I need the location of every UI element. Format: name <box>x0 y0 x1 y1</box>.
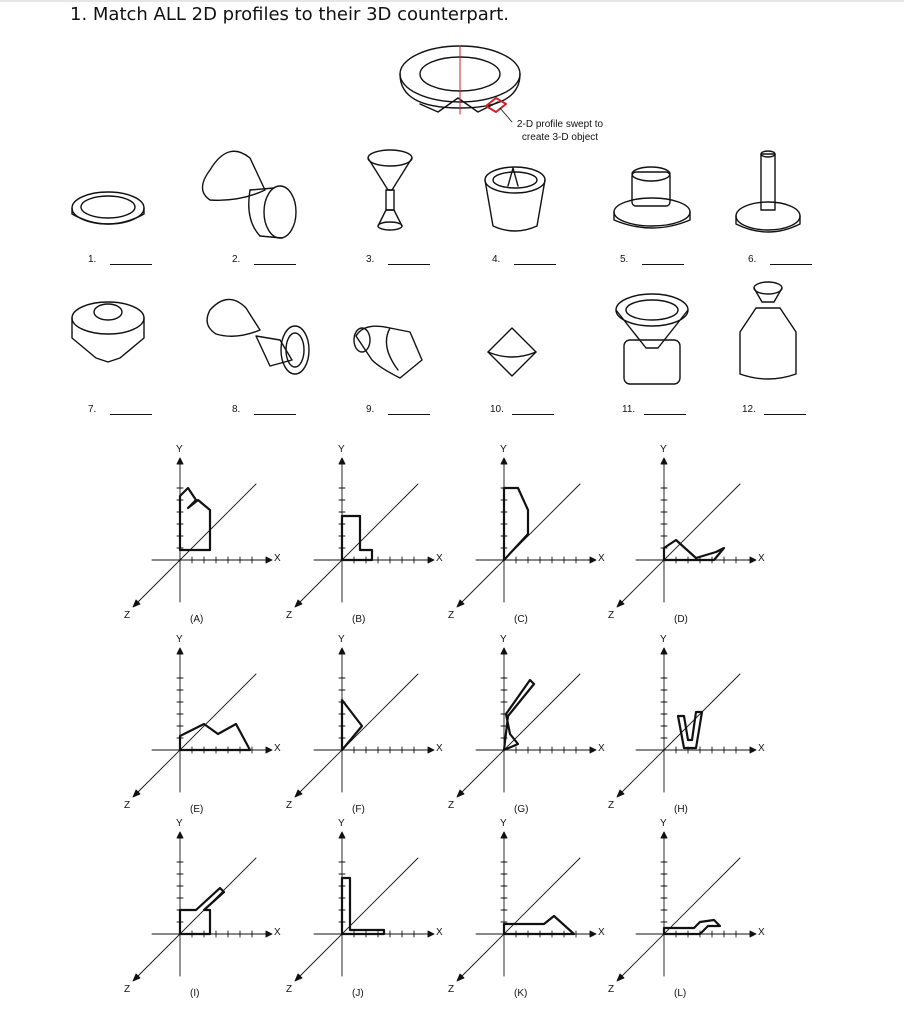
profile-g-outline <box>504 680 534 750</box>
axis-z-label-8: Z <box>608 800 615 811</box>
axis-y-label-5: Y <box>176 634 183 645</box>
axis-y-label-7: Y <box>500 634 507 645</box>
object-number-6: 6. <box>748 254 757 265</box>
profile-d-outline <box>664 540 724 560</box>
axis-y-label-2: Y <box>338 444 345 455</box>
profile-label-4: (D) <box>674 614 688 625</box>
answer-blank-10[interactable] <box>512 414 554 415</box>
axis-z-label-9: Z <box>124 984 131 995</box>
axis-z-label-11: Z <box>448 984 455 995</box>
hero-ring-illustration <box>400 46 520 122</box>
axis-z-label-1: Z <box>124 610 131 621</box>
axis-x-label-6: X <box>436 743 443 754</box>
object-number-4: 4. <box>492 254 501 265</box>
object-2-cone-pair <box>203 151 297 238</box>
object-number-2: 2. <box>232 254 241 265</box>
object-8-cone-and-bell <box>207 299 309 374</box>
axis-x-label-12: X <box>758 927 765 938</box>
profile-label-2: (B) <box>352 614 366 625</box>
object-number-10: 10. <box>490 404 504 415</box>
axis-y-label-4: Y <box>660 444 667 455</box>
answer-blank-7[interactable] <box>110 414 152 415</box>
answer-blank-8[interactable] <box>254 414 296 415</box>
profile-e-outline <box>180 724 250 750</box>
profile-label-8: (H) <box>674 804 688 815</box>
profile-axes-1 <box>133 458 272 607</box>
axis-x-label-5: X <box>274 743 281 754</box>
answer-blank-9[interactable] <box>388 414 430 415</box>
object-1-shallow-dish <box>72 192 144 224</box>
profile-axes-group <box>133 458 756 981</box>
axis-z-label-6: Z <box>286 800 293 811</box>
object-number-3: 3. <box>366 254 375 265</box>
callout-line-2: create 3-D object <box>521 132 599 143</box>
axis-x-label-3: X <box>598 553 605 564</box>
profile-label-3: (C) <box>514 614 528 625</box>
axis-y-label-11: Y <box>500 818 507 829</box>
object-number-11: 11. <box>622 404 636 415</box>
profile-f-outline <box>342 700 362 750</box>
profile-axes-6 <box>295 648 434 797</box>
object-3-goblet <box>368 150 412 230</box>
answer-blank-12[interactable] <box>764 414 806 415</box>
profile-axes-5 <box>133 648 272 797</box>
object-number-5: 5. <box>620 254 629 265</box>
profile-label-9: (I) <box>190 988 200 999</box>
axis-y-label-6: Y <box>338 634 345 645</box>
object-number-7: 7. <box>88 404 97 415</box>
profile-label-5: (E) <box>190 804 204 815</box>
object-5-cylinder-on-disk <box>614 167 690 228</box>
profile-label-6: (F) <box>352 804 365 815</box>
callout-line-1: 2-D profile swept to <box>516 119 604 130</box>
profile-axes-12 <box>617 832 756 981</box>
profile-label-1: (A) <box>190 614 204 625</box>
axis-z-label-5: Z <box>124 800 131 811</box>
profile-c-outline <box>504 488 528 560</box>
axis-y-label-8: Y <box>660 634 667 645</box>
profile-axes-9 <box>133 832 272 981</box>
profile-axes-4 <box>617 458 756 607</box>
object-12-bottle <box>740 282 796 379</box>
profile-label-7: (G) <box>514 804 529 815</box>
axis-x-label-2: X <box>436 553 443 564</box>
axis-z-label-2: Z <box>286 610 293 621</box>
top-divider <box>0 0 904 2</box>
answer-blank-5[interactable] <box>642 264 684 265</box>
profile-label-12: (L) <box>674 988 687 999</box>
object-4-bowl-with-cone <box>485 167 545 231</box>
profile-k-outline <box>504 916 574 934</box>
axis-y-label-12: Y <box>660 818 667 829</box>
axis-z-label-3: Z <box>448 610 455 621</box>
exercise-figure <box>60 40 808 1020</box>
object-9-cylinder-with-cone-tip <box>354 326 422 378</box>
profile-outlines <box>180 488 724 934</box>
axis-x-label-1: X <box>274 553 281 564</box>
profile-b-outline <box>342 516 372 560</box>
profile-j-outline <box>342 878 384 934</box>
axis-y-label-10: Y <box>338 818 345 829</box>
answer-blank-2[interactable] <box>254 264 296 265</box>
axis-z-label-12: Z <box>608 984 615 995</box>
axis-x-label-4: X <box>758 553 765 564</box>
profile-label-11: (K) <box>514 988 528 999</box>
question-title: 1. Match ALL 2D profiles to their 3D counterpart. <box>70 4 510 25</box>
answer-blank-11[interactable] <box>644 414 686 415</box>
answer-blank-3[interactable] <box>388 264 430 265</box>
axis-x-label-8: X <box>758 743 765 754</box>
profile-h-outline <box>678 712 702 748</box>
profile-axes-10 <box>295 832 434 981</box>
object-number-12: 12. <box>742 404 756 415</box>
object-number-8: 8. <box>232 404 241 415</box>
object-7-cylinder-with-cone <box>72 302 144 362</box>
object-11-funnel-cylinder <box>616 294 688 384</box>
figure-drawing <box>60 40 808 1020</box>
answer-blank-6[interactable] <box>770 264 812 265</box>
answer-blank-4[interactable] <box>514 264 556 265</box>
axis-x-label-9: X <box>274 927 281 938</box>
axis-x-label-10: X <box>436 927 443 938</box>
object-6-pin-on-disk <box>736 151 800 232</box>
object-10-double-cone <box>488 328 536 376</box>
callout-text <box>500 118 620 144</box>
axis-y-label-3: Y <box>500 444 507 455</box>
profile-a-outline <box>180 488 210 550</box>
axis-z-label-7: Z <box>448 800 455 811</box>
profile-axes-2 <box>295 458 434 607</box>
axis-y-label-9: Y <box>176 818 183 829</box>
profile-axes-7 <box>457 648 596 797</box>
axis-x-label-11: X <box>598 927 605 938</box>
axis-x-label-7: X <box>598 743 605 754</box>
profile-axes-11 <box>457 832 596 981</box>
axis-y-label-1: Y <box>176 444 183 455</box>
axis-z-label-4: Z <box>608 610 615 621</box>
profile-axes-8 <box>617 648 756 797</box>
axis-z-label-10: Z <box>286 984 293 995</box>
object-number-9: 9. <box>366 404 375 415</box>
answer-blank-1[interactable] <box>110 264 152 265</box>
profile-axes-3 <box>457 458 596 607</box>
object-number-1: 1. <box>88 254 97 265</box>
profile-label-10: (J) <box>352 988 364 999</box>
